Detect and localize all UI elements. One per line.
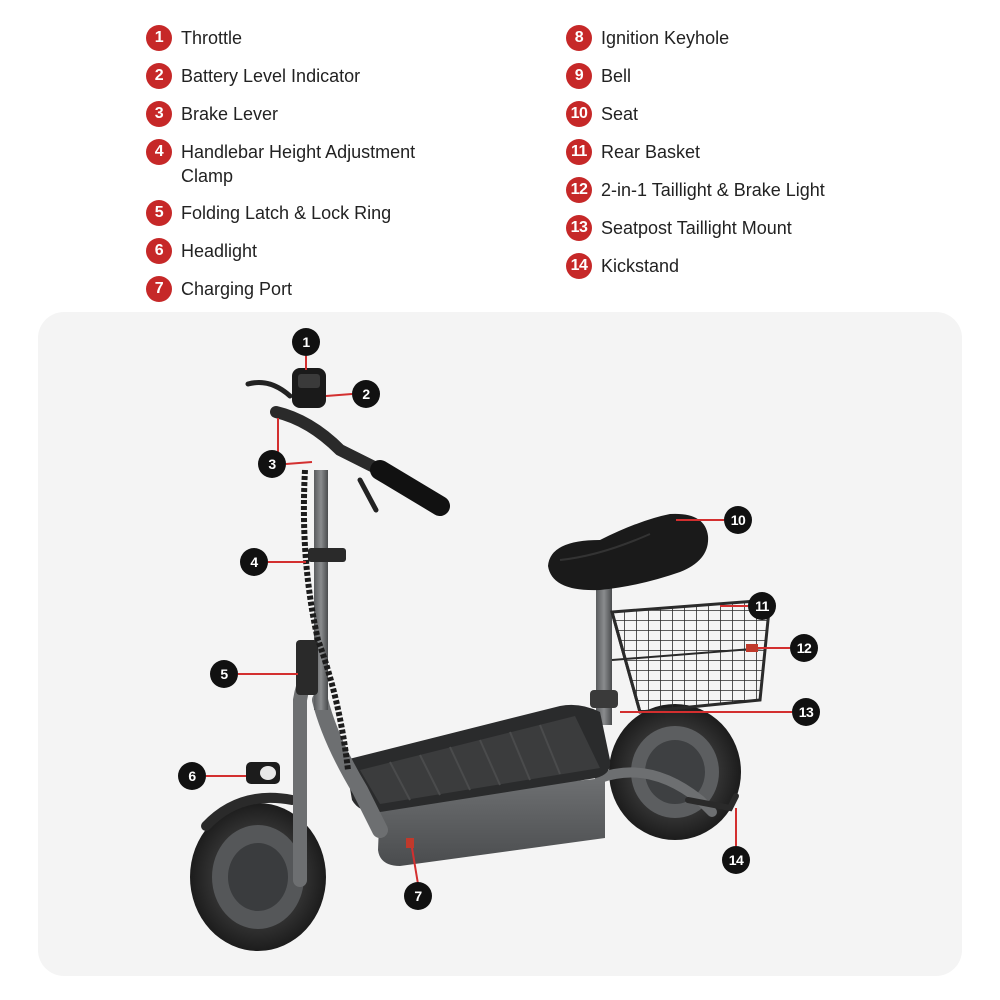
legend-label: Battery Level Indicator	[181, 66, 361, 86]
callout-10: 10	[724, 506, 752, 534]
number-badge: 4	[146, 139, 172, 165]
legend-label: 2-in-1 Taillight & Brake Light	[601, 180, 825, 200]
callout-11: 11	[748, 592, 776, 620]
legend-label: Kickstand	[601, 256, 680, 276]
legend-label: Brake Lever	[181, 104, 279, 124]
callout-7: 7	[404, 882, 432, 910]
legend-label: Handlebar Height Adjustment Clamp	[181, 142, 416, 186]
number-badge: 7	[146, 276, 172, 302]
legend-label: Throttle	[181, 28, 243, 48]
callout-12: 12	[790, 634, 818, 662]
seat-post	[590, 585, 618, 725]
number-badge: 5	[146, 200, 172, 226]
callout-2: 2	[352, 380, 380, 408]
number-badge: 3	[146, 101, 172, 127]
steering-stem	[296, 470, 380, 880]
rear-basket	[612, 600, 770, 712]
callout-3: 3	[258, 450, 286, 478]
number-badge: 13	[566, 215, 592, 241]
number-badge: 12	[566, 177, 592, 203]
legend-label: Seatpost Taillight Mount	[601, 218, 792, 238]
number-badge: 10	[566, 101, 592, 127]
number-badge: 14	[566, 253, 592, 279]
seat	[548, 514, 708, 590]
callout-1: 1	[292, 328, 320, 356]
callout-4: 4	[240, 548, 268, 576]
legend-label: Seat	[601, 104, 639, 124]
headlight	[246, 762, 280, 784]
legend-label: Rear Basket	[601, 142, 701, 162]
leader-line-2	[326, 394, 352, 396]
handlebar	[248, 368, 440, 510]
callout-5: 5	[210, 660, 238, 688]
legend-label: Bell	[601, 66, 632, 86]
legend-label: Folding Latch & Lock Ring	[181, 203, 392, 223]
callout-6: 6	[178, 762, 206, 790]
number-badge: 2	[146, 63, 172, 89]
number-badge: 6	[146, 238, 172, 264]
legend-label: Ignition Keyhole	[601, 28, 730, 48]
legend-label: Headlight	[181, 241, 258, 261]
number-badge: 9	[566, 63, 592, 89]
number-badge: 1	[146, 25, 172, 51]
callout-13: 13	[792, 698, 820, 726]
number-badge: 11	[566, 139, 592, 165]
number-badge: 8	[566, 25, 592, 51]
callout-14: 14	[722, 846, 750, 874]
legend-label: Charging Port	[181, 279, 293, 299]
